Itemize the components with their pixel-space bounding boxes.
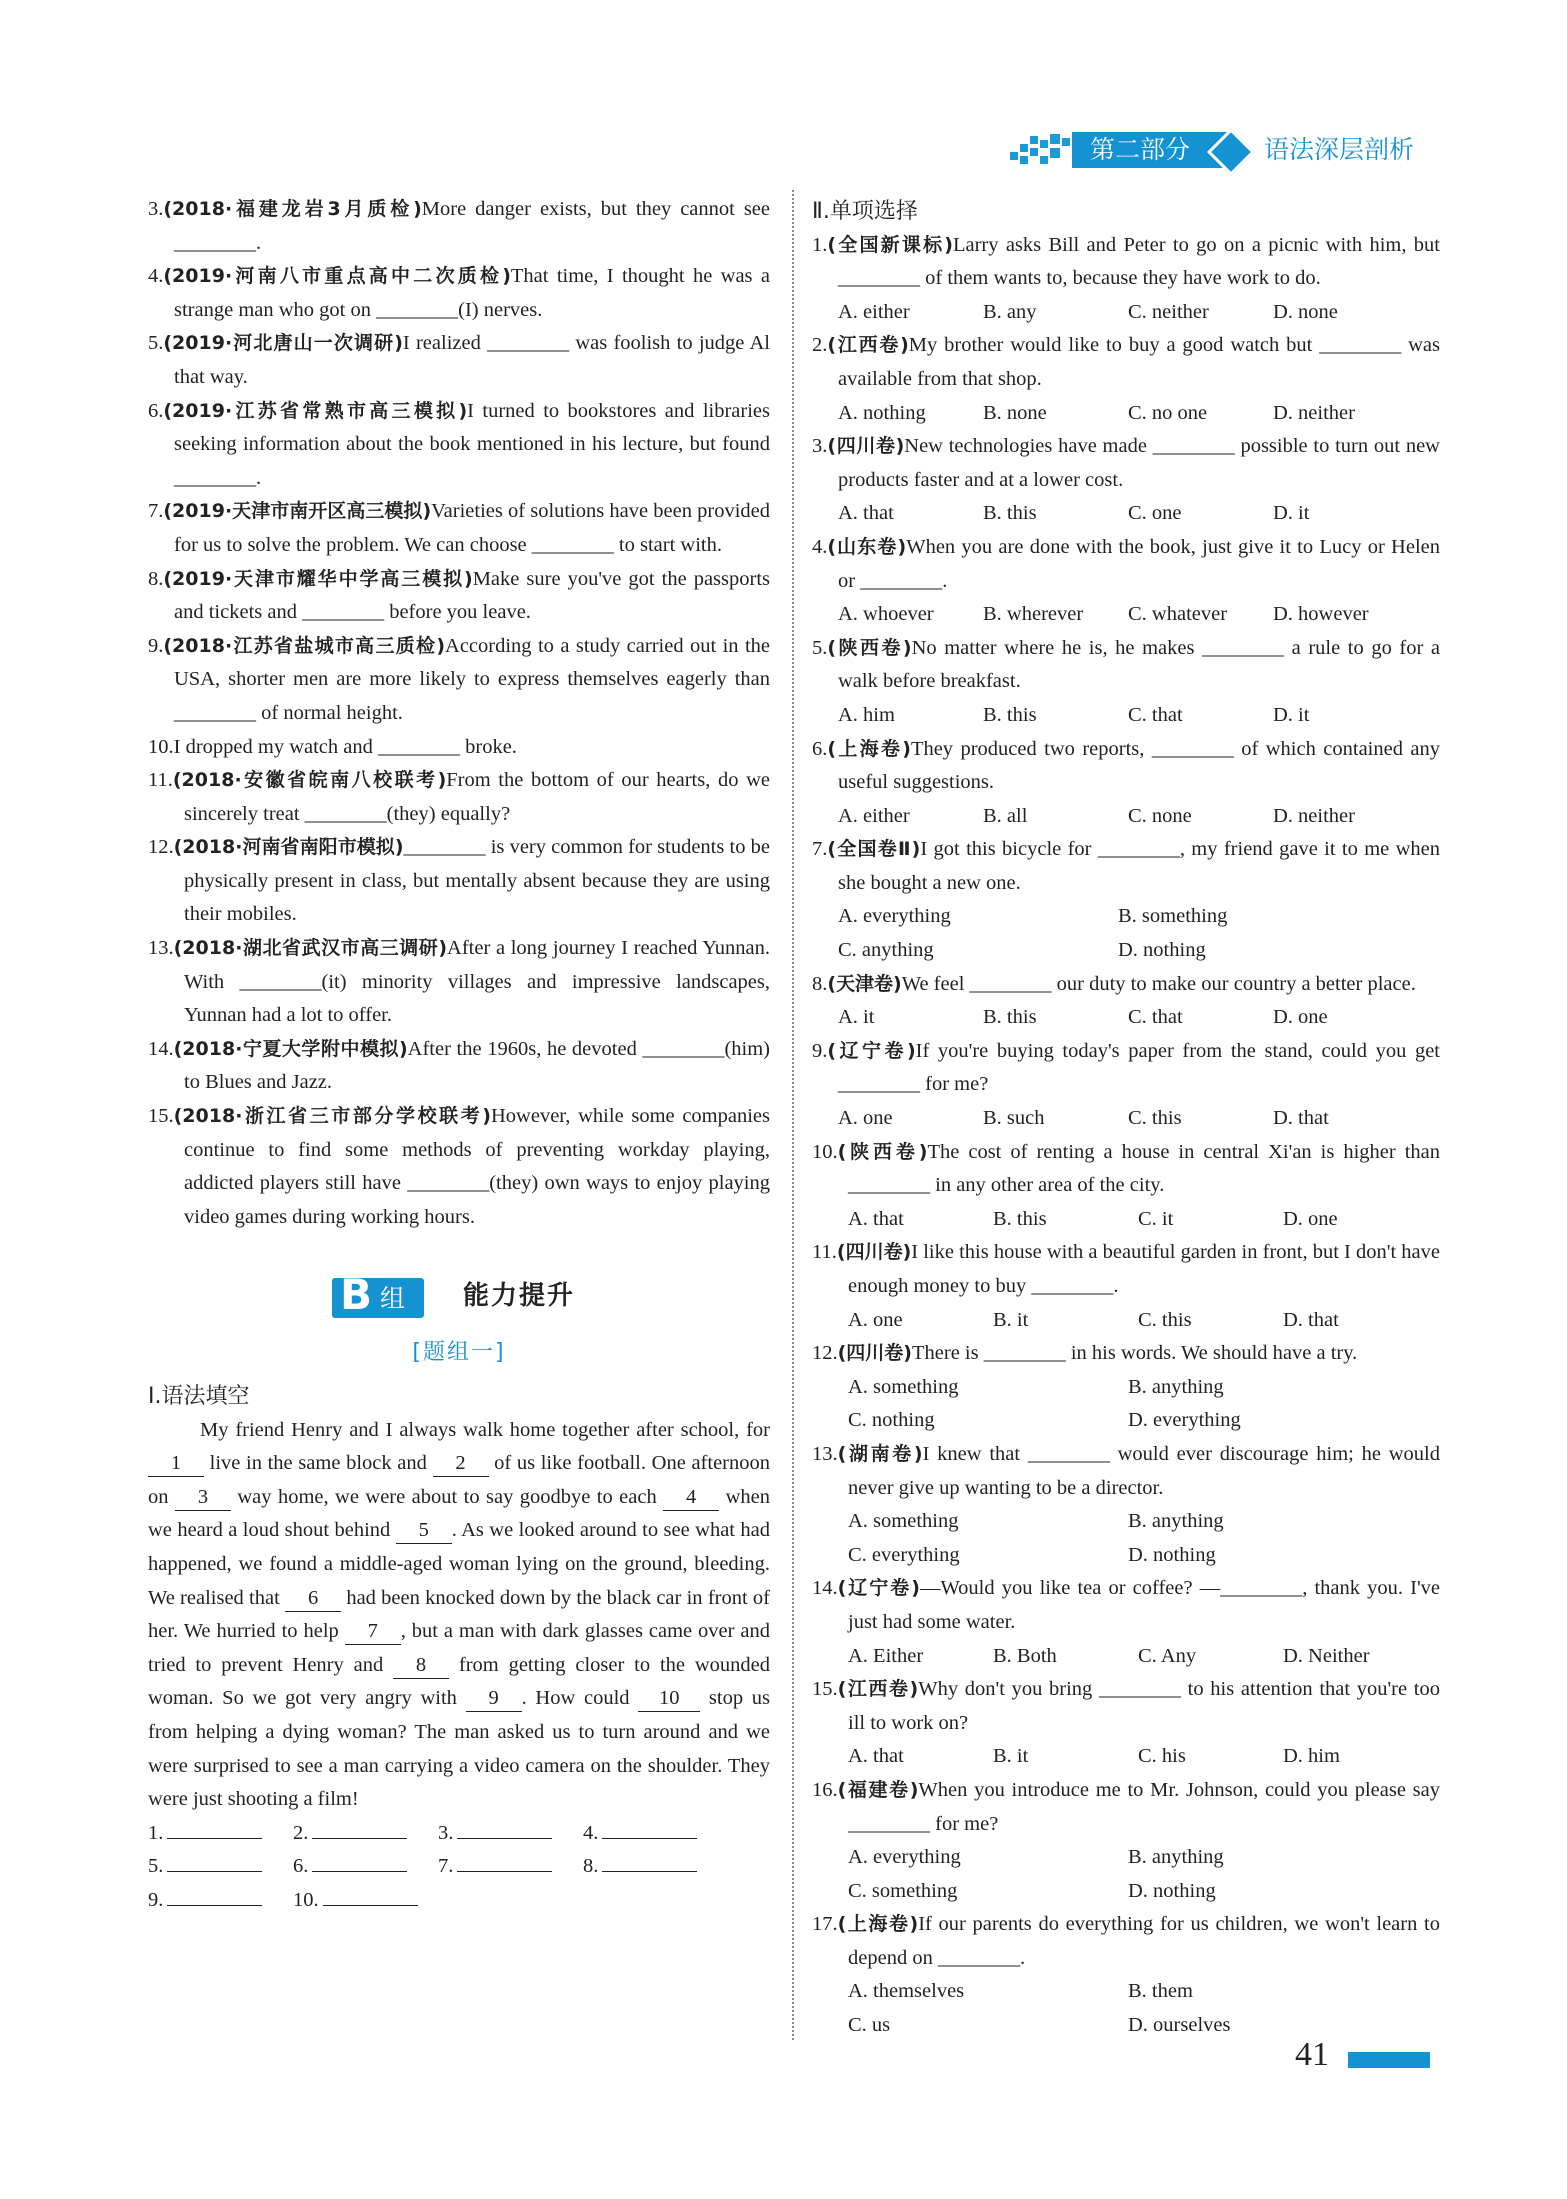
- answer-slot: [583, 1850, 728, 1884]
- question-text: I realized ________ was foolish to judge Al that way.: [174, 332, 770, 388]
- option[interactable]: C. anything: [838, 939, 934, 962]
- question-text: Why don't you bring ________ to his attention that you're too ill to work on?: [848, 1678, 1440, 1734]
- mcq-item: [812, 1337, 1440, 1438]
- passage-blank[interactable]: 4: [663, 1484, 719, 1511]
- answer-label: 7.: [438, 1855, 454, 1878]
- option-row: [812, 1841, 1440, 1875]
- answer-slot: [583, 1817, 728, 1851]
- answer-label: 4.: [583, 1821, 599, 1844]
- mcq-question: [812, 833, 1440, 900]
- question-text: —Would you like tea or coffee? —________, thank you. I've just had some water.: [848, 1577, 1440, 1633]
- option[interactable]: C. none: [1128, 804, 1192, 827]
- mcq-question: [812, 1572, 1440, 1639]
- question-number: 13.: [812, 1442, 838, 1465]
- question-number: 4.: [812, 535, 828, 558]
- option[interactable]: D. nothing: [1118, 939, 1206, 962]
- option[interactable]: D. one: [1283, 1207, 1338, 1230]
- question-number: 7.: [148, 500, 164, 523]
- option[interactable]: B. Both: [993, 1644, 1057, 1667]
- question-number: 3.: [148, 198, 164, 220]
- mcq-question: [812, 430, 1440, 497]
- option[interactable]: A. everything: [838, 905, 951, 928]
- mcq-item: [812, 229, 1440, 330]
- question-number: 15.: [812, 1678, 838, 1701]
- section-title: 语法深层剖析: [1264, 135, 1415, 164]
- option[interactable]: A. whoever: [838, 603, 934, 626]
- question-number: 4.: [148, 265, 164, 288]
- question-number: 11.: [148, 769, 173, 792]
- question-text: According to a study carried out in the USA, shorter men are more likely to express themselves eagerly than ________ of normal height.: [174, 634, 771, 724]
- option[interactable]: D. everything: [1128, 1409, 1241, 1432]
- question-number: 17.: [812, 1913, 838, 1936]
- option[interactable]: B. wherever: [983, 603, 1084, 626]
- option[interactable]: D. that: [1283, 1308, 1339, 1331]
- answer-line[interactable]: [167, 1905, 262, 1906]
- passage-text: from getting closer to the wounded woman. So we got very angry with: [148, 1653, 770, 1710]
- question-text: I got this bicycle for ________, my friend gave it to me when she bought a new one.: [838, 838, 1441, 894]
- mcq-item: [812, 1136, 1440, 1237]
- answer-line[interactable]: [312, 1871, 407, 1872]
- mcq-question: [812, 1908, 1440, 1975]
- question-text: I turned to bookstores and libraries seeking information about the book mentioned in his lecture, but found ________.: [174, 399, 770, 489]
- option[interactable]: D. it: [1273, 502, 1310, 525]
- question-source: (2019·天津市南开区高三模拟): [163, 500, 432, 523]
- answer-blanks: [148, 1817, 770, 1918]
- passage-text: My friend Henry and I always walk home together after school, for: [200, 1418, 770, 1441]
- answer-label: 6.: [293, 1855, 309, 1878]
- option[interactable]: C. everything: [848, 1543, 960, 1566]
- group-title: 能力提升: [463, 1281, 576, 1312]
- question-number: 1.: [812, 233, 828, 256]
- answer-line[interactable]: [167, 1871, 262, 1872]
- mcq-question: [812, 1673, 1440, 1740]
- question-source: (江西卷): [837, 1678, 919, 1701]
- option[interactable]: C. Any: [1138, 1644, 1197, 1667]
- answer-slot: [293, 1817, 438, 1851]
- answer-label: 2.: [293, 1821, 309, 1844]
- option-row: [812, 1640, 1440, 1674]
- option[interactable]: B. any: [983, 300, 1037, 323]
- mcq-question: [812, 1337, 1440, 1371]
- question-text: When you are done with the book, just give it to Lucy or Helen or ________.: [838, 535, 1440, 592]
- group-word: 组: [380, 1284, 406, 1314]
- mcq-item: [812, 430, 1440, 531]
- option[interactable]: A. themselves: [848, 1980, 965, 2003]
- option[interactable]: C. neither: [1128, 300, 1209, 323]
- question-text: New technologies have made ________ possible to turn out new products faster and at a lower cost.: [838, 435, 1440, 491]
- passage-blank[interactable]: 5: [396, 1517, 452, 1544]
- option-row: [812, 699, 1440, 733]
- mcq-item: [812, 1673, 1440, 1774]
- mcq-question: [812, 1236, 1440, 1303]
- passage-text: of us like football. One afternoon on: [148, 1452, 770, 1508]
- passage-blank[interactable]: 7: [345, 1618, 401, 1645]
- question-source: (湖南卷): [837, 1442, 923, 1465]
- question-source: (全国卷Ⅱ): [827, 838, 921, 861]
- option[interactable]: D. it: [1273, 703, 1310, 726]
- question-number: 14.: [812, 1577, 838, 1600]
- option[interactable]: A. that: [848, 1207, 904, 1230]
- passage-blank[interactable]: 3: [175, 1484, 231, 1511]
- fill-question: [148, 395, 770, 496]
- question-number: 10.: [148, 735, 174, 758]
- question-text: When you introduce me to Mr. Johnson, could you please say ________ for me?: [848, 1778, 1440, 1835]
- mcq-question: [812, 1438, 1440, 1505]
- option[interactable]: B. such: [983, 1107, 1045, 1130]
- option-row: [812, 296, 1440, 330]
- question-number: 12.: [812, 1342, 838, 1365]
- fill-question: [148, 731, 770, 765]
- question-text: They produced two reports, ________ of which contained any useful suggestions.: [838, 737, 1440, 794]
- question-source: (山东卷): [827, 535, 907, 558]
- question-text: There is ________ in his words. We should have a try.: [912, 1342, 1358, 1365]
- mcq-item: [812, 1774, 1440, 1908]
- question-source: (2018·安徽省皖南八校联考): [172, 769, 447, 792]
- group-b-heading: [148, 1272, 770, 1328]
- question-text: I knew that ________ would ever discourage him; he would never give up wanting to be a director.: [848, 1442, 1440, 1499]
- option[interactable]: A. that: [848, 1745, 904, 1768]
- option[interactable]: B. none: [983, 401, 1047, 424]
- question-number: 5.: [812, 636, 828, 659]
- option[interactable]: A. one: [838, 1107, 893, 1130]
- question-source: (2019·河南八市重点高中二次质检): [163, 265, 511, 288]
- question-source: (江西卷): [827, 334, 909, 357]
- question-source: (辽宁卷): [827, 1039, 916, 1062]
- multiple-choice-questions: [812, 229, 1440, 2043]
- option-row: [812, 1875, 1440, 1909]
- question-number: 2.: [812, 334, 828, 357]
- option[interactable]: C. his: [1138, 1745, 1186, 1768]
- fill-question: [148, 764, 770, 831]
- question-source: (2018·湖北省武汉市高三调研): [173, 937, 448, 960]
- question-number: 9.: [148, 634, 164, 657]
- question-text: ________ is very common for students to be physically present in class, but mentally absent because they are using their mobiles.: [184, 836, 771, 926]
- option-row: [812, 497, 1440, 531]
- question-text: We feel ________ our duty to make our country a better place.: [901, 972, 1416, 995]
- mcq-item: [812, 329, 1440, 430]
- answer-slot: [293, 1884, 438, 1918]
- question-text: I dropped my watch and ________ broke.: [173, 735, 517, 758]
- passage-blank[interactable]: 8: [393, 1652, 449, 1679]
- question-text: More danger exists, but they cannot see ________.: [174, 198, 771, 254]
- question-number: 8.: [812, 972, 828, 995]
- answer-slot: [438, 1850, 583, 1884]
- option-row: [812, 1304, 1440, 1338]
- right-column: [812, 193, 1440, 2043]
- question-number: 16.: [812, 1778, 838, 1801]
- option[interactable]: C. that: [1128, 1006, 1183, 1029]
- option[interactable]: D. nothing: [1128, 1543, 1216, 1566]
- mcq-item: [812, 1438, 1440, 1572]
- question-number: 3.: [812, 435, 828, 458]
- question-source: (天津卷): [827, 972, 902, 995]
- question-number: 5.: [148, 332, 164, 355]
- option[interactable]: C. this: [1138, 1308, 1192, 1331]
- mcq-question: [812, 733, 1440, 800]
- passage-blank[interactable]: 6: [285, 1585, 341, 1612]
- fill-in-questions: [148, 193, 770, 1234]
- fill-question: [148, 1033, 770, 1100]
- option[interactable]: A. either: [838, 300, 910, 323]
- page-number: 41: [1295, 2036, 1329, 2073]
- passage-text: live in the same block and: [204, 1452, 433, 1475]
- question-text: My brother would like to buy a good watch but ________ was available from that shop.: [838, 334, 1440, 390]
- question-source: (上海卷): [837, 1913, 919, 1936]
- option[interactable]: D. none: [1273, 300, 1338, 323]
- fill-question: [148, 563, 770, 630]
- option-row: [812, 397, 1440, 431]
- question-source: (陕西卷): [827, 636, 912, 659]
- fill-question: [148, 932, 770, 1033]
- answer-line[interactable]: [457, 1871, 552, 1872]
- answer-label: 8.: [583, 1855, 599, 1878]
- mcq-question: [812, 1774, 1440, 1841]
- question-source: (2018·浙江省三市部分学校联考): [173, 1105, 491, 1128]
- question-source: (辽宁卷): [837, 1577, 920, 1600]
- mcq-question: [812, 531, 1440, 598]
- column-divider: [792, 190, 794, 2040]
- question-text: Make sure you've got the passports and tickets and ________ before you leave.: [174, 567, 770, 624]
- answer-slot: [438, 1817, 583, 1851]
- option[interactable]: B. something: [1118, 905, 1228, 928]
- left-column: [148, 193, 770, 1918]
- mcq-question: [812, 229, 1440, 296]
- option-row: [812, 1001, 1440, 1035]
- question-source: (2018·宁夏大学附中模拟): [173, 1037, 408, 1060]
- question-source: (2019·河北唐山一次调研): [163, 332, 403, 355]
- option-row: [812, 2009, 1440, 2043]
- question-text: No matter where he is, he makes ________ a rule to go for a walk before breakfast.: [838, 636, 1440, 693]
- option[interactable]: A. it: [838, 1006, 875, 1029]
- option-row: [812, 1539, 1440, 1573]
- option[interactable]: A. him: [838, 703, 895, 726]
- option[interactable]: A. everything: [848, 1846, 961, 1869]
- question-number: 12.: [148, 836, 174, 859]
- passage-blank[interactable]: 2: [433, 1450, 489, 1477]
- option-row: [812, 800, 1440, 834]
- passage-blank[interactable]: 10: [638, 1685, 700, 1712]
- passage-text: when we heard a loud shout behind: [148, 1485, 771, 1542]
- fill-question: [148, 1100, 770, 1234]
- question-number: 8.: [148, 567, 164, 590]
- mcq-question: [812, 632, 1440, 699]
- option[interactable]: D. neither: [1273, 401, 1355, 424]
- mcq-item: [812, 531, 1440, 632]
- question-set-label: [题组一]: [412, 1340, 506, 1366]
- question-text: Larry asks Bill and Peter to go on a picnic with him, but ________ of them wants to, because they have work to do.: [838, 233, 1440, 290]
- answer-line[interactable]: [312, 1838, 407, 1839]
- mcq-item: [812, 1035, 1440, 1136]
- cloze-passage: [148, 1414, 770, 1817]
- option[interactable]: C. us: [848, 2014, 891, 2037]
- mcq-question: [812, 1136, 1440, 1203]
- question-number: 7.: [812, 838, 828, 861]
- option[interactable]: D. Neither: [1283, 1644, 1370, 1667]
- section-heading-cloze: Ⅰ.语法填空: [148, 1384, 250, 1409]
- option[interactable]: C. no one: [1128, 401, 1208, 424]
- section-heading-mcq: Ⅱ.单项选择: [812, 199, 918, 224]
- answer-slot: [148, 1817, 293, 1851]
- passage-text: stop us from helping a dying woman? The man asked us to turn around and we were surprised to see a man carrying a video camera on the shoulder. They were just shooting a film!: [148, 1687, 771, 1811]
- question-source: (上海卷): [827, 737, 911, 760]
- answer-slot: [148, 1884, 293, 1918]
- option-row: [812, 1102, 1440, 1136]
- answer-slot: [148, 1850, 293, 1884]
- question-text: If our parents do everything for us children, we won't learn to depend on ________.: [848, 1913, 1440, 1969]
- option[interactable]: A. something: [848, 1510, 959, 1533]
- option[interactable]: B. all: [983, 804, 1028, 827]
- option[interactable]: B. anything: [1128, 1510, 1224, 1533]
- passage-text: . How could: [521, 1687, 639, 1710]
- answer-line[interactable]: [602, 1838, 697, 1839]
- question-source: (2019·天津市耀华中学高三模拟): [163, 567, 473, 590]
- mcq-question: [812, 1035, 1440, 1102]
- passage-blank[interactable]: 9: [466, 1685, 522, 1712]
- option[interactable]: A. either: [838, 804, 910, 827]
- option-row: [812, 934, 1440, 968]
- option[interactable]: B. this: [983, 1006, 1037, 1029]
- mcq-item: [812, 733, 1440, 834]
- question-number: 6.: [812, 737, 828, 760]
- question-number: 15.: [148, 1105, 174, 1128]
- option[interactable]: D. however: [1273, 603, 1369, 626]
- answer-label: 9.: [148, 1888, 164, 1911]
- option[interactable]: A. Either: [848, 1644, 924, 1667]
- question-text: The cost of renting a house in central Xi'an is higher than ________ in any other area of the city.: [848, 1140, 1440, 1197]
- option[interactable]: B. this: [983, 502, 1037, 525]
- question-source: (四川卷): [827, 435, 905, 458]
- question-source: (四川卷): [837, 1342, 912, 1365]
- option[interactable]: A. one: [848, 1308, 903, 1331]
- option[interactable]: C. one: [1128, 502, 1182, 525]
- option[interactable]: B. it: [993, 1308, 1029, 1331]
- option[interactable]: A. nothing: [838, 401, 926, 424]
- mcq-item: [812, 1908, 1440, 2042]
- passage-text: . As we looked around to see what had happened, we found a middle-aged woman lying on the ground, bleeding. We realised that: [148, 1519, 771, 1609]
- mcq-question: [812, 329, 1440, 396]
- question-number: 6.: [148, 399, 164, 422]
- mcq-item: [812, 1572, 1440, 1673]
- answer-label: 1.: [148, 1821, 164, 1844]
- option-row: [812, 1404, 1440, 1438]
- option[interactable]: D. him: [1283, 1745, 1340, 1768]
- passage-text: had been knocked down by the black car in front of her. We hurried to help: [148, 1586, 770, 1643]
- option[interactable]: C. this: [1128, 1107, 1182, 1130]
- option[interactable]: B. anything: [1128, 1375, 1224, 1398]
- fill-question: [148, 495, 770, 562]
- mcq-item: [812, 968, 1440, 1035]
- question-source: (四川卷): [836, 1241, 912, 1264]
- question-source: (2018·福建龙岩3月质检): [163, 198, 422, 220]
- passage-text: way home, we were about to say goodbye to each: [230, 1485, 664, 1508]
- question-text: After a long journey I reached Yunnan. With ________(it) minority villages and impressive landscapes, Yunnan had a lot to offer.: [184, 937, 771, 1027]
- option-row: [812, 1371, 1440, 1405]
- fill-question: [148, 327, 770, 394]
- question-text: From the bottom of our hearts, do we sincerely treat ________(they) equally?: [184, 769, 770, 825]
- question-source: (2018·河南省南阳市模拟): [173, 836, 404, 859]
- option-row: [812, 598, 1440, 632]
- option[interactable]: B. it: [993, 1745, 1029, 1768]
- option[interactable]: D. ourselves: [1128, 2014, 1231, 2037]
- page-header: [1010, 128, 1450, 172]
- fill-question: [148, 831, 770, 932]
- question-text: That time, I thought he was a strange man who got on ________(I) nerves.: [174, 265, 770, 321]
- mcq-item: [812, 632, 1440, 733]
- mcq-question: [812, 968, 1440, 1002]
- fill-question: [148, 630, 770, 731]
- mcq-item: [812, 1236, 1440, 1337]
- question-source: (2018·江苏省盐城市高三质检): [163, 634, 446, 657]
- option-row: [812, 1203, 1440, 1237]
- option[interactable]: D. neither: [1273, 804, 1355, 827]
- fill-question: [148, 260, 770, 327]
- question-source: (2019·江苏省常熟市高三模拟): [163, 399, 468, 422]
- answer-label: 3.: [438, 1821, 454, 1844]
- question-number: 10.: [812, 1140, 838, 1163]
- option-row: [812, 1975, 1440, 2009]
- question-text: Varieties of solutions have been provided for us to solve the problem. We can choose ________ to start with.: [174, 500, 771, 556]
- question-source: (陕西卷): [837, 1140, 928, 1163]
- option[interactable]: C. something: [848, 1879, 958, 1902]
- option[interactable]: C. it: [1138, 1207, 1174, 1230]
- option[interactable]: B. this: [993, 1207, 1047, 1230]
- question-number: 11.: [812, 1241, 837, 1264]
- question-number: 9.: [812, 1039, 828, 1062]
- question-number: 14.: [148, 1037, 174, 1060]
- question-text: After the 1960s, he devoted ________(him) to Blues and Jazz.: [184, 1037, 771, 1094]
- option[interactable]: B. them: [1128, 1980, 1193, 2003]
- option[interactable]: A. that: [838, 502, 894, 525]
- option-row: [812, 900, 1440, 934]
- answer-label: 5.: [148, 1855, 164, 1878]
- question-text: I like this house with a beautiful garden in front, but I don't have enough money to buy ________.: [848, 1241, 1440, 1297]
- question-source: (福建卷): [837, 1778, 919, 1801]
- option[interactable]: B. this: [983, 703, 1037, 726]
- answer-line[interactable]: [167, 1838, 262, 1839]
- option-row: [812, 1505, 1440, 1539]
- question-number: 13.: [148, 937, 174, 960]
- answer-line[interactable]: [602, 1871, 697, 1872]
- question-text: If you're buying today's paper from the stand, could you get ________ for me?: [838, 1039, 1440, 1096]
- option[interactable]: C. whatever: [1128, 603, 1228, 626]
- passage-text: , but a man with dark glasses came over and tried to prevent Henry and: [148, 1620, 770, 1676]
- option[interactable]: D. that: [1273, 1107, 1329, 1130]
- option[interactable]: D. one: [1273, 1006, 1328, 1029]
- page-number-bar: [1348, 2052, 1430, 2068]
- option[interactable]: A. something: [848, 1375, 959, 1398]
- answer-line[interactable]: [323, 1905, 418, 1906]
- question-source: (全国新课标): [827, 233, 953, 256]
- option-row: [812, 1740, 1440, 1774]
- group-letter: B: [340, 1270, 373, 1320]
- option[interactable]: C. that: [1128, 703, 1183, 726]
- answer-line[interactable]: [457, 1838, 552, 1839]
- answer-slot: [293, 1850, 438, 1884]
- question-text: However, while some companies continue to find some methods of preventing workday playing, addicted players still have ________(they) own ways to enjoy playing video games during working hours.: [184, 1105, 771, 1228]
- answer-label: 10.: [293, 1888, 319, 1911]
- option[interactable]: B. anything: [1128, 1846, 1224, 1869]
- group-badge: [332, 1270, 424, 1320]
- passage-blank[interactable]: 1: [148, 1450, 204, 1477]
- mcq-item: [812, 833, 1440, 967]
- option[interactable]: D. nothing: [1128, 1879, 1216, 1902]
- fill-question: [148, 193, 770, 260]
- part-label: 第二部分: [1072, 132, 1227, 168]
- option[interactable]: C. nothing: [848, 1409, 935, 1432]
